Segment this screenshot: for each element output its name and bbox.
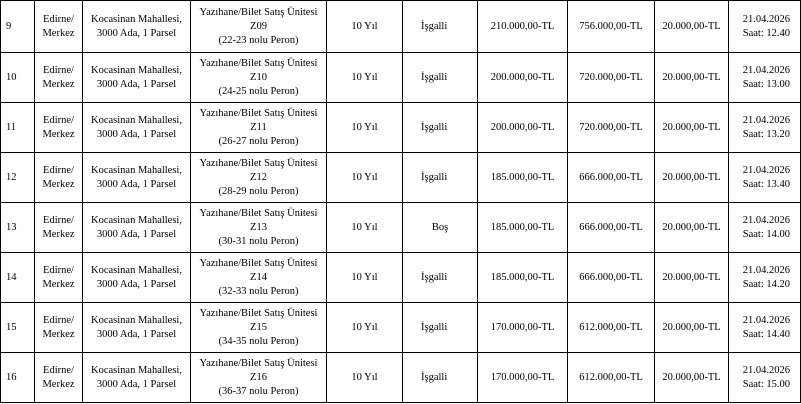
date-cell xyxy=(729,103,801,153)
guarantee-cell xyxy=(568,253,655,303)
row-number: 9 xyxy=(6,20,12,32)
status-cell xyxy=(403,203,478,253)
row-number: 12 xyxy=(6,171,17,183)
location-cell xyxy=(83,1,191,53)
specification-fee-cell xyxy=(655,153,729,203)
location-cell xyxy=(83,353,191,403)
unit-platform: (36-37 nolu Peron) xyxy=(218,385,299,397)
date-cell xyxy=(729,203,801,253)
time-text: Saat: 15.00 xyxy=(742,378,790,390)
date-cell xyxy=(729,1,801,53)
specification-fee-text: 20.000,00-TL xyxy=(662,271,721,283)
guarantee-text: 666.000,00-TL xyxy=(579,171,643,183)
duration-cell xyxy=(327,253,403,303)
annual-rent-cell xyxy=(478,203,568,253)
duration-text: 10 Yıl xyxy=(351,71,378,83)
location-line-1: Kocasinan Mahallesi, xyxy=(91,264,182,276)
time-text: Saat: 13.20 xyxy=(742,128,790,140)
province-text: Edirne/ xyxy=(43,214,74,226)
annual-rent-cell xyxy=(478,303,568,353)
guarantee-cell xyxy=(568,103,655,153)
unit-code: Z11 xyxy=(250,121,267,133)
location-cell xyxy=(83,153,191,203)
annual-rent-text: 185.000,00-TL xyxy=(490,221,555,233)
specification-fee-text: 20.000,00-TL xyxy=(662,20,721,32)
guarantee-cell xyxy=(568,353,655,403)
date-text: 21.04.2026 xyxy=(742,314,790,326)
specification-fee-cell xyxy=(655,253,729,303)
unit-type: Yazıhane/Bilet Satış Ünitesi xyxy=(199,6,318,18)
annual-rent-cell xyxy=(478,153,568,203)
row-number-cell xyxy=(1,303,35,353)
date-cell xyxy=(729,153,801,203)
unit-type: Yazıhane/Bilet Satış Ünitesi xyxy=(199,157,318,169)
province-cell xyxy=(35,203,83,253)
specification-fee-text: 20.000,00-TL xyxy=(662,221,721,233)
location-line-1: Kocasinan Mahallesi, xyxy=(91,314,182,326)
date-cell xyxy=(729,53,801,103)
row-number: 14 xyxy=(6,271,17,283)
annual-rent-text: 210.000,00-TL xyxy=(490,20,555,32)
location-line-1: Kocasinan Mahallesi, xyxy=(91,364,182,376)
province-cell xyxy=(35,103,83,153)
province-text: Edirne/ xyxy=(43,264,74,276)
time-text: Saat: 14.20 xyxy=(742,278,790,290)
specification-fee-text: 20.000,00-TL xyxy=(662,71,721,83)
status-cell xyxy=(403,303,478,353)
guarantee-cell xyxy=(568,203,655,253)
province-cell xyxy=(35,1,83,53)
district-text: Merkez xyxy=(42,278,75,290)
unit-code: Z14 xyxy=(250,271,267,283)
annual-rent-text: 185.000,00-TL xyxy=(490,171,555,183)
date-cell xyxy=(729,253,801,303)
annual-rent-text: 200.000,00-TL xyxy=(490,71,555,83)
unit-platform: (32-33 nolu Peron) xyxy=(218,285,299,297)
duration-cell xyxy=(327,303,403,353)
time-text: Saat: 14.40 xyxy=(742,328,790,340)
unit-cell xyxy=(191,203,327,253)
location-line-1: Kocasinan Mahallesi, xyxy=(91,164,182,176)
duration-cell xyxy=(327,203,403,253)
status-cell xyxy=(403,53,478,103)
status-text: Boş xyxy=(431,221,449,233)
duration-cell xyxy=(327,1,403,53)
guarantee-cell xyxy=(568,1,655,53)
annual-rent-cell xyxy=(478,253,568,303)
duration-cell xyxy=(327,153,403,203)
guarantee-cell xyxy=(568,303,655,353)
duration-text: 10 Yıl xyxy=(351,121,378,133)
guarantee-text: 612.000,00-TL xyxy=(579,371,643,383)
unit-cell xyxy=(191,253,327,303)
specification-fee-cell xyxy=(655,53,729,103)
date-text: 21.04.2026 xyxy=(742,13,790,25)
date-cell xyxy=(729,303,801,353)
status-cell xyxy=(403,253,478,303)
unit-platform: (34-35 nolu Peron) xyxy=(218,335,299,347)
duration-text: 10 Yıl xyxy=(351,321,378,333)
province-text: Edirne/ xyxy=(43,114,74,126)
duration-cell xyxy=(327,103,403,153)
unit-cell xyxy=(191,1,327,53)
unit-platform: (22-23 nolu Peron) xyxy=(218,34,299,46)
specification-fee-text: 20.000,00-TL xyxy=(662,171,721,183)
location-line-2: 3000 Ada, 1 Parsel xyxy=(96,128,177,140)
status-text: İşgalli xyxy=(421,371,448,383)
province-cell xyxy=(35,53,83,103)
unit-code: Z16 xyxy=(250,371,267,383)
location-line-1: Kocasinan Mahallesi, xyxy=(91,114,182,126)
guarantee-cell xyxy=(568,153,655,203)
annual-rent-text: 200.000,00-TL xyxy=(490,121,555,133)
row-number-cell xyxy=(1,103,35,153)
location-line-2: 3000 Ada, 1 Parsel xyxy=(96,78,177,90)
row-number-cell xyxy=(1,353,35,403)
duration-text: 10 Yıl xyxy=(351,371,378,383)
specification-fee-text: 20.000,00-TL xyxy=(662,371,721,383)
unit-platform: (30-31 nolu Peron) xyxy=(218,235,299,247)
specification-fee-cell xyxy=(655,303,729,353)
unit-type: Yazıhane/Bilet Satış Ünitesi xyxy=(199,257,318,269)
time-text: Saat: 12.40 xyxy=(742,27,790,39)
district-text: Merkez xyxy=(42,78,75,90)
unit-code: Z12 xyxy=(250,171,267,183)
date-text: 21.04.2026 xyxy=(742,364,790,376)
table-row xyxy=(1,53,801,103)
location-cell xyxy=(83,303,191,353)
province-cell xyxy=(35,353,83,403)
province-text: Edirne/ xyxy=(43,64,74,76)
location-cell xyxy=(83,103,191,153)
time-text: Saat: 13.00 xyxy=(742,78,790,90)
annual-rent-text: 170.000,00-TL xyxy=(490,371,555,383)
table-row xyxy=(1,203,801,253)
row-number-cell xyxy=(1,203,35,253)
province-text: Edirne/ xyxy=(43,164,74,176)
unit-code: Z10 xyxy=(250,71,267,83)
status-text: İşgalli xyxy=(421,71,448,83)
status-cell xyxy=(403,153,478,203)
specification-fee-cell xyxy=(655,203,729,253)
date-cell xyxy=(729,353,801,403)
unit-code: Z13 xyxy=(250,221,267,233)
location-line-2: 3000 Ada, 1 Parsel xyxy=(96,328,177,340)
duration-text: 10 Yıl xyxy=(351,271,378,283)
status-text: İşgalli xyxy=(421,121,448,133)
specification-fee-cell xyxy=(655,103,729,153)
unit-type: Yazıhane/Bilet Satış Ünitesi xyxy=(199,57,318,69)
specification-fee-cell xyxy=(655,353,729,403)
status-cell xyxy=(403,1,478,53)
province-cell xyxy=(35,153,83,203)
unit-type: Yazıhane/Bilet Satış Ünitesi xyxy=(199,207,318,219)
annual-rent-cell xyxy=(478,1,568,53)
unit-cell xyxy=(191,53,327,103)
duration-cell xyxy=(327,53,403,103)
date-text: 21.04.2026 xyxy=(742,264,790,276)
guarantee-text: 720.000,00-TL xyxy=(579,71,643,83)
province-text: Edirne/ xyxy=(43,364,74,376)
unit-cell xyxy=(191,103,327,153)
table-row xyxy=(1,353,801,403)
status-text: İşgalli xyxy=(421,171,448,183)
unit-cell xyxy=(191,153,327,203)
unit-type: Yazıhane/Bilet Satış Ünitesi xyxy=(199,107,318,119)
status-cell xyxy=(403,103,478,153)
status-cell xyxy=(403,353,478,403)
table-row xyxy=(1,303,801,353)
district-text: Merkez xyxy=(42,178,75,190)
duration-text: 10 Yıl xyxy=(351,171,378,183)
unit-cell xyxy=(191,303,327,353)
status-text: İşgalli xyxy=(421,321,448,333)
row-number-cell xyxy=(1,253,35,303)
annual-rent-cell xyxy=(478,103,568,153)
province-cell xyxy=(35,303,83,353)
table-body xyxy=(1,1,801,403)
location-cell xyxy=(83,53,191,103)
guarantee-text: 666.000,00-TL xyxy=(579,271,643,283)
specification-fee-cell xyxy=(655,1,729,53)
annual-rent-cell xyxy=(478,53,568,103)
province-text: Edirne/ xyxy=(43,314,74,326)
unit-code: Z15 xyxy=(250,321,267,333)
district-text: Merkez xyxy=(42,328,75,340)
guarantee-text: 720.000,00-TL xyxy=(579,121,643,133)
district-text: Merkez xyxy=(42,228,75,240)
location-line-2: 3000 Ada, 1 Parsel xyxy=(96,278,177,290)
location-line-2: 3000 Ada, 1 Parsel xyxy=(96,178,177,190)
unit-platform: (28-29 nolu Peron) xyxy=(218,185,299,197)
location-line-2: 3000 Ada, 1 Parsel xyxy=(96,378,177,390)
guarantee-text: 666.000,00-TL xyxy=(579,221,643,233)
table-row xyxy=(1,153,801,203)
duration-cell xyxy=(327,353,403,403)
row-number: 13 xyxy=(6,221,17,233)
row-number-cell xyxy=(1,1,35,53)
annual-rent-text: 170.000,00-TL xyxy=(490,321,555,333)
specification-fee-text: 20.000,00-TL xyxy=(662,321,721,333)
annual-rent-cell xyxy=(478,353,568,403)
table-row xyxy=(1,1,801,53)
unit-type: Yazıhane/Bilet Satış Ünitesi xyxy=(199,357,318,369)
location-cell xyxy=(83,203,191,253)
table-row xyxy=(1,253,801,303)
annual-rent-text: 185.000,00-TL xyxy=(490,271,555,283)
row-number-cell xyxy=(1,153,35,203)
unit-platform: (24-25 nolu Peron) xyxy=(218,85,299,97)
unit-code: Z09 xyxy=(250,20,267,32)
row-number: 16 xyxy=(6,371,17,383)
time-text: Saat: 13.40 xyxy=(742,178,790,190)
row-number: 11 xyxy=(6,121,17,133)
unit-platform: (26-27 nolu Peron) xyxy=(218,135,299,147)
date-text: 21.04.2026 xyxy=(742,64,790,76)
table-row xyxy=(1,103,801,153)
location-cell xyxy=(83,253,191,303)
location-line-1: Kocasinan Mahallesi, xyxy=(91,214,182,226)
guarantee-text: 756.000,00-TL xyxy=(579,20,643,32)
duration-text: 10 Yıl xyxy=(351,20,378,32)
province-cell xyxy=(35,253,83,303)
row-number: 10 xyxy=(6,71,17,83)
date-text: 21.04.2026 xyxy=(742,164,790,176)
status-text: İşgalli xyxy=(421,20,448,32)
location-line-2: 3000 Ada, 1 Parsel xyxy=(96,228,177,240)
guarantee-cell xyxy=(568,53,655,103)
location-line-1: Kocasinan Mahallesi, xyxy=(91,64,182,76)
location-line-1: Kocasinan Mahallesi, xyxy=(91,13,182,25)
specification-fee-text: 20.000,00-TL xyxy=(662,121,721,133)
unit-cell xyxy=(191,353,327,403)
time-text: Saat: 14.00 xyxy=(742,228,790,240)
guarantee-text: 612.000,00-TL xyxy=(579,321,643,333)
district-text: Merkez xyxy=(42,27,75,39)
province-text: Edirne/ xyxy=(43,13,74,25)
row-number: 15 xyxy=(6,321,17,333)
status-text: İşgalli xyxy=(421,271,448,283)
duration-text: 10 Yıl xyxy=(351,221,378,233)
unit-type: Yazıhane/Bilet Satış Ünitesi xyxy=(199,307,318,319)
district-text: Merkez xyxy=(42,378,75,390)
date-text: 21.04.2026 xyxy=(742,114,790,126)
district-text: Merkez xyxy=(42,128,75,140)
date-text: 21.04.2026 xyxy=(742,214,790,226)
location-line-2: 3000 Ada, 1 Parsel xyxy=(96,27,177,39)
row-number-cell xyxy=(1,53,35,103)
